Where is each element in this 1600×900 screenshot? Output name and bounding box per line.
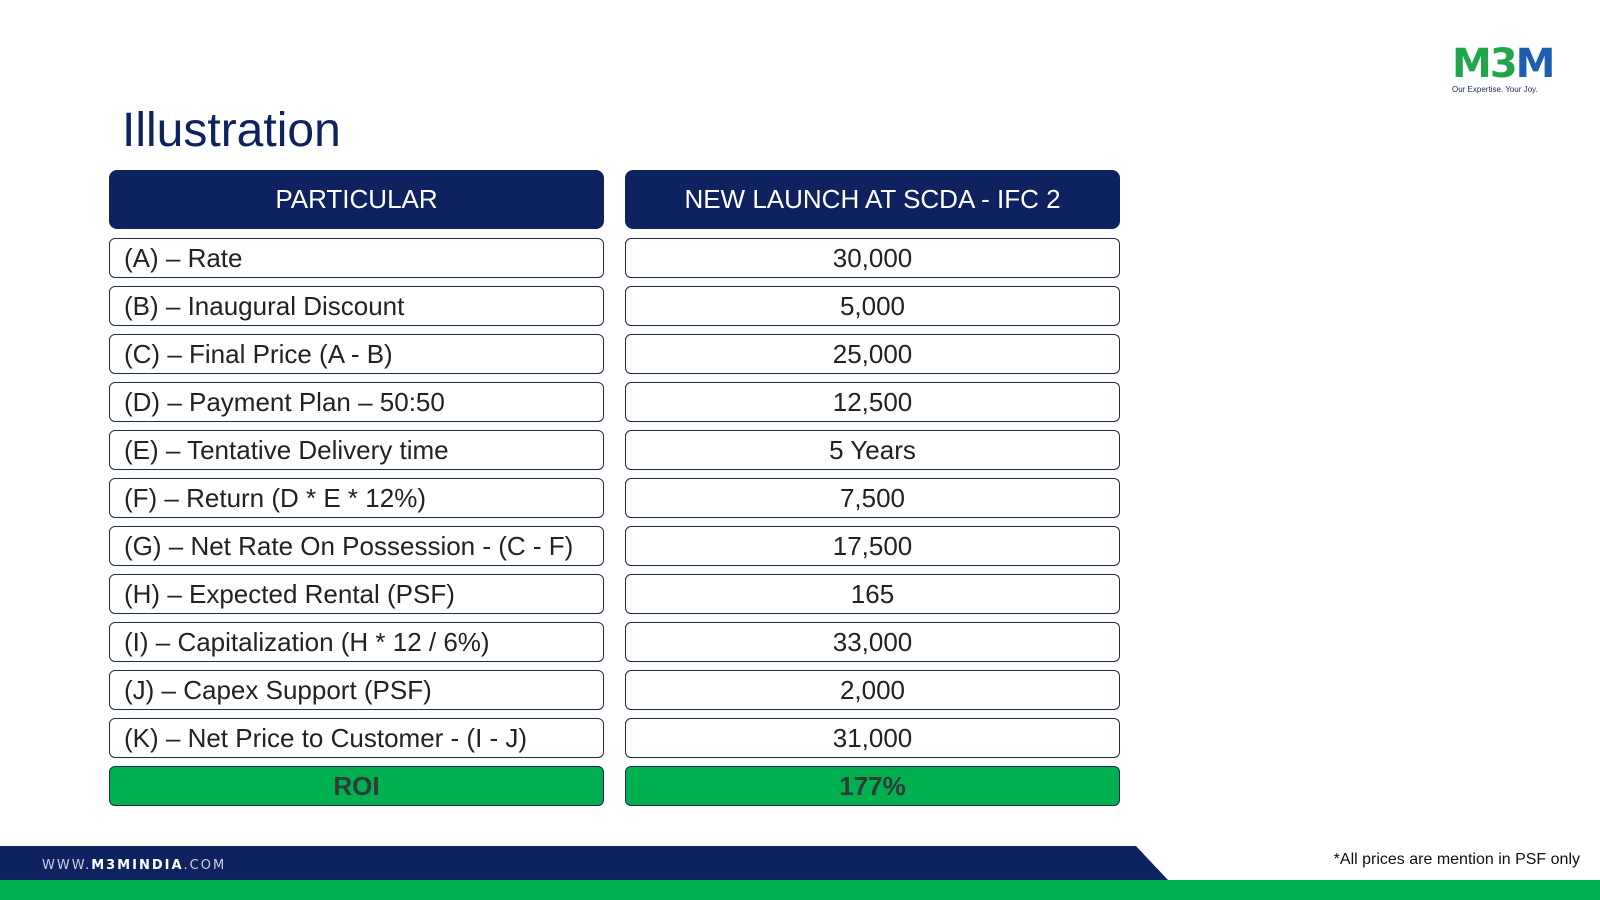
footer-green-bar <box>0 880 1600 900</box>
roi-label: ROI <box>109 766 604 806</box>
row-label: (B) – Inaugural Discount <box>109 286 604 326</box>
row-label: (G) – Net Rate On Possession - (C - F) <box>109 526 604 566</box>
table-header-row <box>109 170 1125 229</box>
table-row <box>109 334 1125 374</box>
logo-tagline: Our Expertise. Your Joy. <box>1452 85 1538 94</box>
row-label: (E) – Tentative Delivery time <box>109 430 604 470</box>
header-new-launch: NEW LAUNCH AT SCDA - IFC 2 <box>625 170 1120 229</box>
row-label: (K) – Net Price to Customer - (I - J) <box>109 718 604 758</box>
row-value: 5,000 <box>625 286 1120 326</box>
row-value: 5 Years <box>625 430 1120 470</box>
row-label: (H) – Expected Rental (PSF) <box>109 574 604 614</box>
website-link[interactable]: WWW.M3MINDIA.COM <box>42 858 227 873</box>
table-row <box>109 478 1125 518</box>
row-label: (A) – Rate <box>109 238 604 278</box>
table-row <box>109 286 1125 326</box>
row-value: 30,000 <box>625 238 1120 278</box>
page-title: Illustration <box>122 104 341 157</box>
row-value: 33,000 <box>625 622 1120 662</box>
row-label: (D) – Payment Plan – 50:50 <box>109 382 604 422</box>
row-value: 7,500 <box>625 478 1120 518</box>
row-label: (F) – Return (D * E * 12%) <box>109 478 604 518</box>
table-row <box>109 430 1125 470</box>
illustration-table <box>109 170 1125 814</box>
row-value: 25,000 <box>625 334 1120 374</box>
row-label: (C) – Final Price (A - B) <box>109 334 604 374</box>
m3m-logo <box>1452 41 1562 94</box>
roi-row <box>109 766 1125 806</box>
row-value: 17,500 <box>625 526 1120 566</box>
header-particular: PARTICULAR <box>109 170 604 229</box>
row-value: 31,000 <box>625 718 1120 758</box>
logo-mark: M3M <box>1452 41 1554 87</box>
price-disclaimer: *All prices are mention in PSF only <box>1333 851 1580 868</box>
row-label: (J) – Capex Support (PSF) <box>109 670 604 710</box>
table-row <box>109 574 1125 614</box>
row-value: 12,500 <box>625 382 1120 422</box>
table-row <box>109 238 1125 278</box>
table-row <box>109 526 1125 566</box>
table-row <box>109 382 1125 422</box>
row-value: 2,000 <box>625 670 1120 710</box>
roi-value: 177% <box>625 766 1120 806</box>
table-row <box>109 718 1125 758</box>
table-row <box>109 622 1125 662</box>
row-value: 165 <box>625 574 1120 614</box>
table-row <box>109 670 1125 710</box>
row-label: (I) – Capitalization (H * 12 / 6%) <box>109 622 604 662</box>
